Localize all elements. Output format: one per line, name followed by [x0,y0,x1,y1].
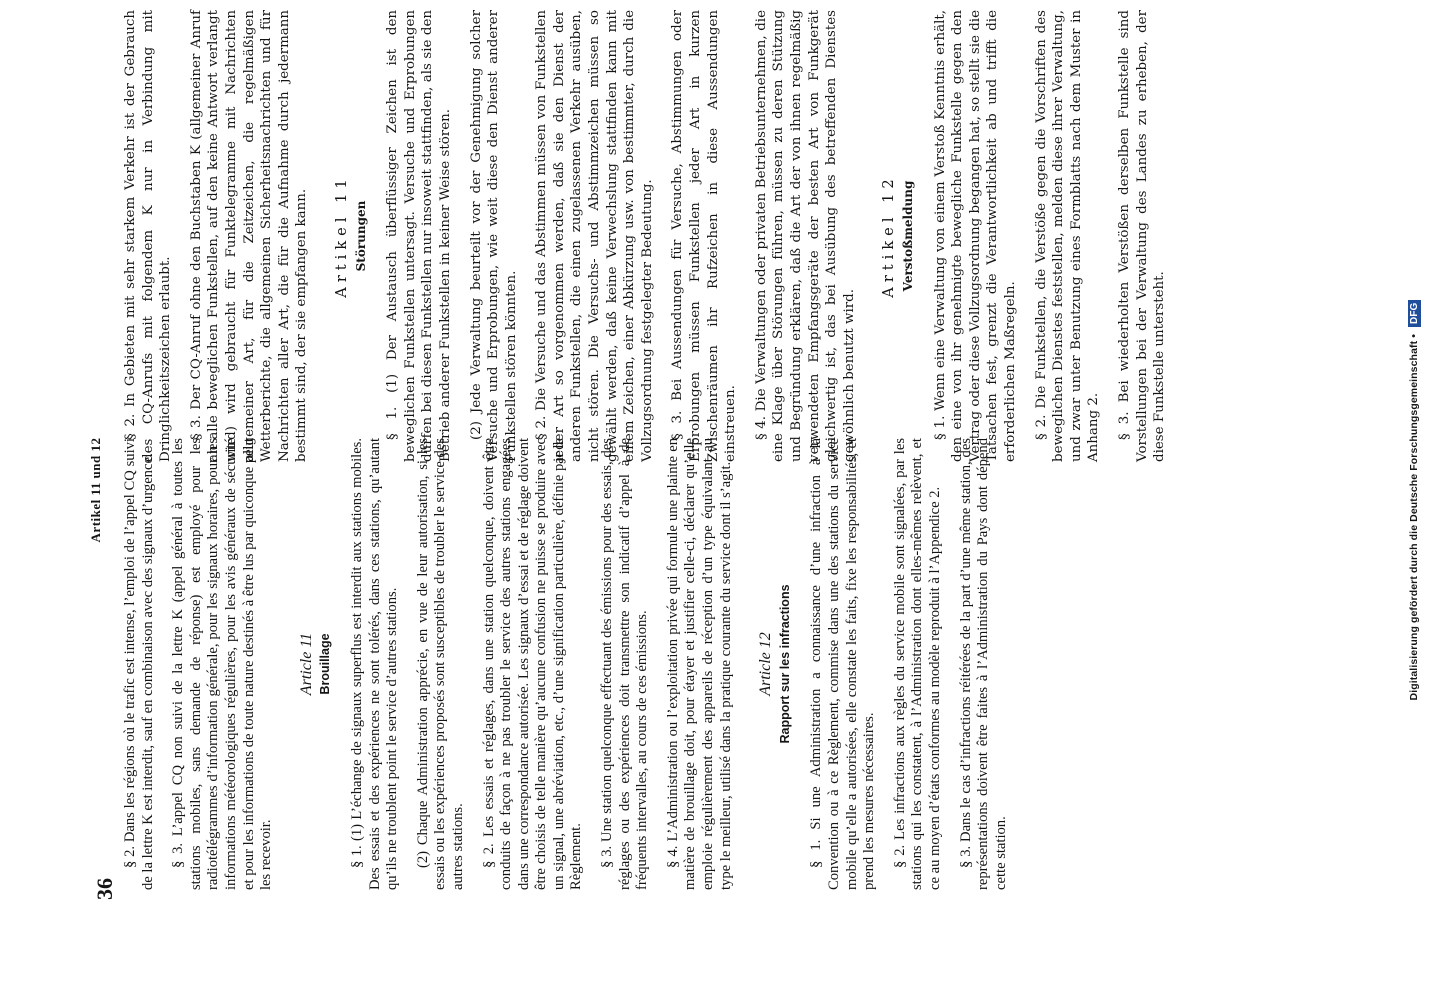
fr-article12-title: Article 12 [757,632,775,696]
fr-art11-para-3: § 3. Une station quelconque effectuant des émissions pour des essais, des réglages ou des expériences doit transmettre son indicatif d’appel à de fréquents intervalles, au cours de ces émissions. [599,438,651,890]
de-art12-para-3: § 3. Bei wiederholten Verstößen derselben Funkstelle sind Vorstellungen bei der Verwaltung des Landes zu erheben, der diese Funkstelle untersteht. [1116,10,1168,462]
de-article12-subtitle: Verstoßmeldung [900,180,915,292]
de-art11-para-3: § 3. Bei Aussendungen für Versuche, Abstimmungen oder Erprobungen müssen Funkstellen jeder Art in kurzen Zwischenräumen ihr Rufzeichen in diese Aussendungen einstreuen. [670,10,739,462]
fr-art12-para-2: § 2. Les infractions aux règles du service mobile sont signalées, par les stations qui les constatent, à l’Administration dont elles-mêmes relèvent, et ce au moyen d’états conformes au modèle reproduit à l’Appendice 2. [891,438,943,890]
fr-article11-title: Article 11 [297,632,315,696]
dfg-logo-badge: DFG [1408,300,1421,327]
fr-art11-para-2: § 2. Les essais et réglages, dans une station quelconque, doivent être conduits de façon à ne pas troubler le service des autres stations engagées dans une correspondance autorisée. Les signaux d’essai et de réglage doivent être choisis de telle manière qu’aucune confusion ne puisse se produire avec un signal, une abréviation, etc., d’une signification particulière, définie par le Règlement. [480,438,585,890]
digitization-credit [1408,0,1421,1000]
running-head: Artikel 11 und 12 [88,437,103,543]
de-art11-para-4: § 4. Die Verwaltungen oder privaten Betriebsunternehmen, die eine Klage über Störungen führen, müssen zu deren Stützung und Begründung erklären, daß die Art der von ihnen regelmäßig verwendeten Empfangsgeräte der besten Art von Funkgerät gleichwertig ist, das bei Ausübung des betreffenden Dienstes gewöhnlich benutzt wird. [753,10,857,462]
de-article11-subtitle: Störungen [353,200,368,272]
german-column [122,10,1182,462]
de-art12-para-1: § 1. Wenn eine Verwaltung von einem Verstoß Kenntnis erhält, den eine von ihr genehmigte bewegliche Funkstelle gegen den Vertrag oder diese Vollzugsordnung begangen hat, so stellt sie die Tatsachen fest, grenzt die Verantwortlichkeit ab und trifft die erforderlichen Maßregeln. [932,10,1018,462]
de-article11-title: Artikel 11 [332,174,350,298]
de-art12-para-2: § 2. Die Funkstellen, die Verstöße gegen die Vorschriften des beweglichen Dienstes feststellen, melden diese ihrer Verwaltung, und zwar unter Benutzung eines Formblatts nach dem Muster in Anhang 2. [1033,10,1102,462]
fr-art11-para-4: § 4. L’Administration ou l’exploitation privée qui formule une plainte en matière de brouillage doit, pour étayer et justifier celle-ci, déclarer qu’elle emploie régulièrement des appareils de réception d’un type équivalant au type le meilleur, utilisé dans la pratique courante du service dont il s’agit. [664,438,734,890]
fr-intro-para-2: § 2. Dans les régions où le trafic est intense, l’emploi de l’appel CQ suivi de la lettre K est interdit, sauf en combinaison avec des signaux d’urgence. [122,438,156,890]
fr-art11-para-1: § 1. (1) L’échange de signaux superflus est interdit aux stations mobiles. Des essais et des expériences ne sont tolérés, dans ces stations, qu’autant qu’ils ne troublent point le service d’autres stations. [348,438,401,890]
fr-art11-para-1-2: (2) Chaque Administration apprécie, en vue de leur autorisation, si les essais ou les expériences proposés sont susceptibles de troubler le service des autres stations. [414,438,466,890]
de-article12-title: Artikel 12 [880,174,898,298]
fr-art12-para-3: § 3. Dans le cas d’infractions réitérées de la part d’une même station, des représentations doivent être faites à l’Administration du Pays dont dépend cette station. [957,438,1009,890]
fr-article11-subtitle: Brouillage [318,633,333,695]
de-intro-para-3: § 3. Der CQ-Anruf ohne den Buchstaben K (allgemeiner Anruf an alle beweglichen Funkstellen, auf den keine Antwort verlangt wird) wird gebraucht für Funktelegramme mit Nachrichten allgemeiner Art, für die Zeitzeichen, die regelmäßigen Wetterberichte, die allgemeinen Sicherheitsnachrichten und für Nachrichten aller Art, die für die Aufnahme durch jedermann bestimmt sind, der sie empfangen kann. [188,10,310,462]
french-column [122,438,1023,890]
fr-article12-subtitle: Rapport sur les infractions [777,584,792,744]
de-art11-para-2: § 2. Die Versuche und das Abstimmen müssen von Funkstellen jeder Art so vorgenommen werden, daß sie den Dienst der anderen Funkstellen, die einen zugelassenen Verkehr ausüben, nicht stören. Die Versuchs- und Abstimmzeichen müssen so gewählt werden, daß keine Verwechslung stattfinden kann mit einem Zeichen, einer Abkürzung usw. von bestimmter, durch die Vollzugsordnung festgelegter Bedeutung. [534,10,655,462]
fr-intro-para-3: § 3. L’appel CQ non suivi de la lettre K (appel général à toutes les stations mobiles, sans demande de réponse) est employé pour les radiotélégrammes d’information générale, pour les signaux horaires, pour les informations météorologiques régulières, pour les avis généraux de sécurité et pour les informations de toute nature destinés à être lus par quiconque peut les recevoir. [170,438,275,890]
credit-text: Digitalisierung gefördert durch die Deutsche Forschungsgemeinschaft • [1408,334,1420,701]
de-art11-para-1: § 1. (1) Der Austausch überflüssiger Zeichen ist den beweglichen Funkstellen untersagt. Versuche und Erprobungen dürfen bei diesen Funkstellen nur insoweit stattfinden, als sie den Betrieb anderer Funkstellen in keiner Weise stören. [385,10,453,462]
page-number: 36 [92,878,117,900]
de-intro-para-2: § 2. In Gebieten mit sehr starkem Verkehr ist der Gebrauch des CQ-Anrufs mit folgendem K nur in Verbindung mit Dringlichkeitszeichen erlaubt. [123,10,174,462]
fr-art12-para-1: § 1. Si une Administration a connaissance d’une infraction à la Convention ou à ce Règlement, commise dans une des stations du service mobile qu’elle a autorisées, elle constate les faits, fixe les responsabilités, et prend les mesures nécessaires. [808,438,878,890]
de-art11-para-1-2: (2) Jede Verwaltung beurteilt vor der Genehmigung solcher Versuche und Erprobungen, wie weit diese den Dienst anderer Funkstellen stören könnten. [468,10,519,462]
